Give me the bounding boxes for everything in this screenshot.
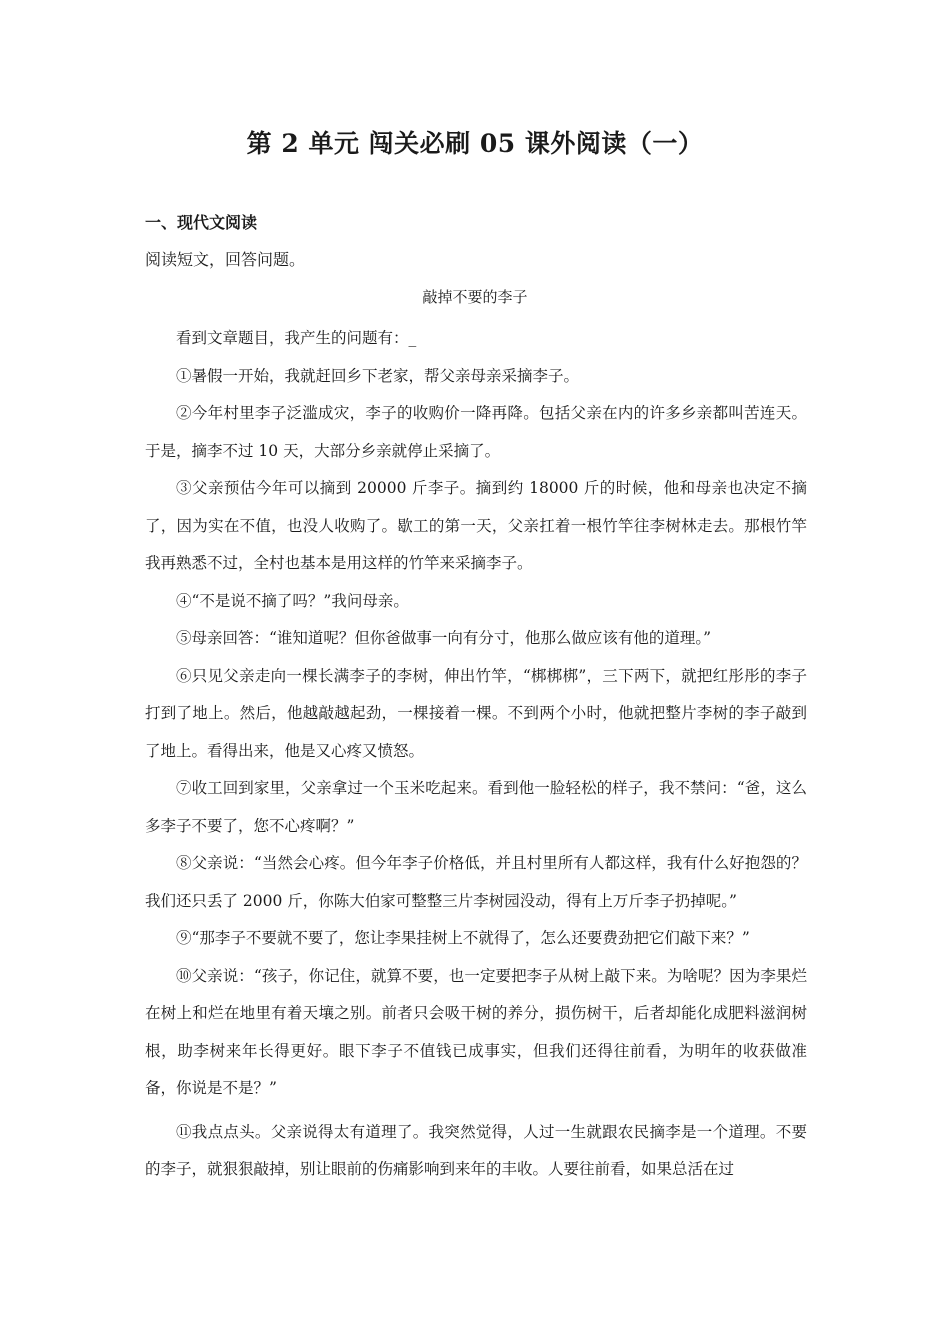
paragraph-9: ⑨“那李子不要就不要了，您让李果挂树上不就得了，怎么还要费劲把它们敲下来？” <box>176 929 750 947</box>
paragraph-3: ③父亲预估今年可以摘到 20000 斤李子。摘到约 18000 斤的时候，他和母亲也决定不摘了，因为实在不值，也没人收购了。歇工的第一天，父亲扛着一根竹竿往李树林走去。那根竹竿我再熟悉不过，全村也基本是用这样的竹竿来采摘李子。 <box>145 479 807 572</box>
paragraph-8: ⑧父亲说：“当然会心疼。但今年李子价格低，并且村里所有人都这样，我有什么好抱怨的？我们还只丢了 2000 斤，你陈大伯家可整整三片李树园没动，得有上万斤李子扔掉呢。” <box>145 854 807 910</box>
paragraph-4: ④“不是说不摘了吗？”我问母亲。 <box>176 591 409 610</box>
paragraph-11: ⑪我点点头。父亲说得太有道理了。我突然觉得，人过一生就跟农民摘李是一个道理。不要的李子，就狠狠敲掉，别让眼前的伤痛影响到来年的丰收。人要往前看，如果总活在过 <box>145 1122 807 1178</box>
paragraph-1: ①暑假一开始，我就赶回乡下老家，帮父亲母亲采摘李子。 <box>176 366 580 385</box>
reading-instruction: 阅读短文，回答问题。 <box>145 250 306 269</box>
paragraph-6: ⑥只见父亲走向一棵长满李子的李树，伸出竹竿，“梆梆梆”，三下两下，就把红彤彤的李子打到了地上。然后，他越敲越起劲，一棵接着一棵。不到两个小时，他就把整片李树的李子敲到了地上。看得出来，他是又心疼又愤怒。 <box>145 666 807 760</box>
section-heading: 一、现代文阅读 <box>145 213 258 232</box>
paragraph-5: ⑤母亲回答：“谁知道呢？但你爸做事一向有分寸，他那么做应该有他的道理。” <box>176 629 712 647</box>
paragraph-2: ②今年村里李子泛滥成灾，李子的收购价一降再降。包括父亲在内的许多乡亲都叫苦连天。于是，摘李不过 10 天，大部分乡亲就停止采摘了。 <box>145 404 807 460</box>
paragraph-10: ⑩父亲说：“孩子，你记住，就算不要，也一定要把李子从树上敲下来。为啥呢？因为李果烂在树上和烂在地里有着天壤之别。前者只会吸干树的养分，损伤树干，后者却能化成肥料滋润树根，助李树来年长得更好。眼下李子不值钱已成事实，但我们还得往前看，为明年的收获做准备，你说是不是？” <box>145 966 807 1097</box>
document-title: 第 2 单元 闯关必刷 05 课外阅读（一） <box>246 129 704 158</box>
article-title: 敲掉不要的李子 <box>422 288 528 306</box>
article-body <box>145 320 807 1189</box>
paragraph-prompt: 看到文章题目，我产生的问题有：_ <box>176 329 417 347</box>
paragraph-7: ⑦收工回到家里，父亲拿过一个玉米吃起来。看到他一脸轻松的样子，我不禁问：“爸，这么多李子不要了，您不心疼啊？” <box>145 779 807 835</box>
